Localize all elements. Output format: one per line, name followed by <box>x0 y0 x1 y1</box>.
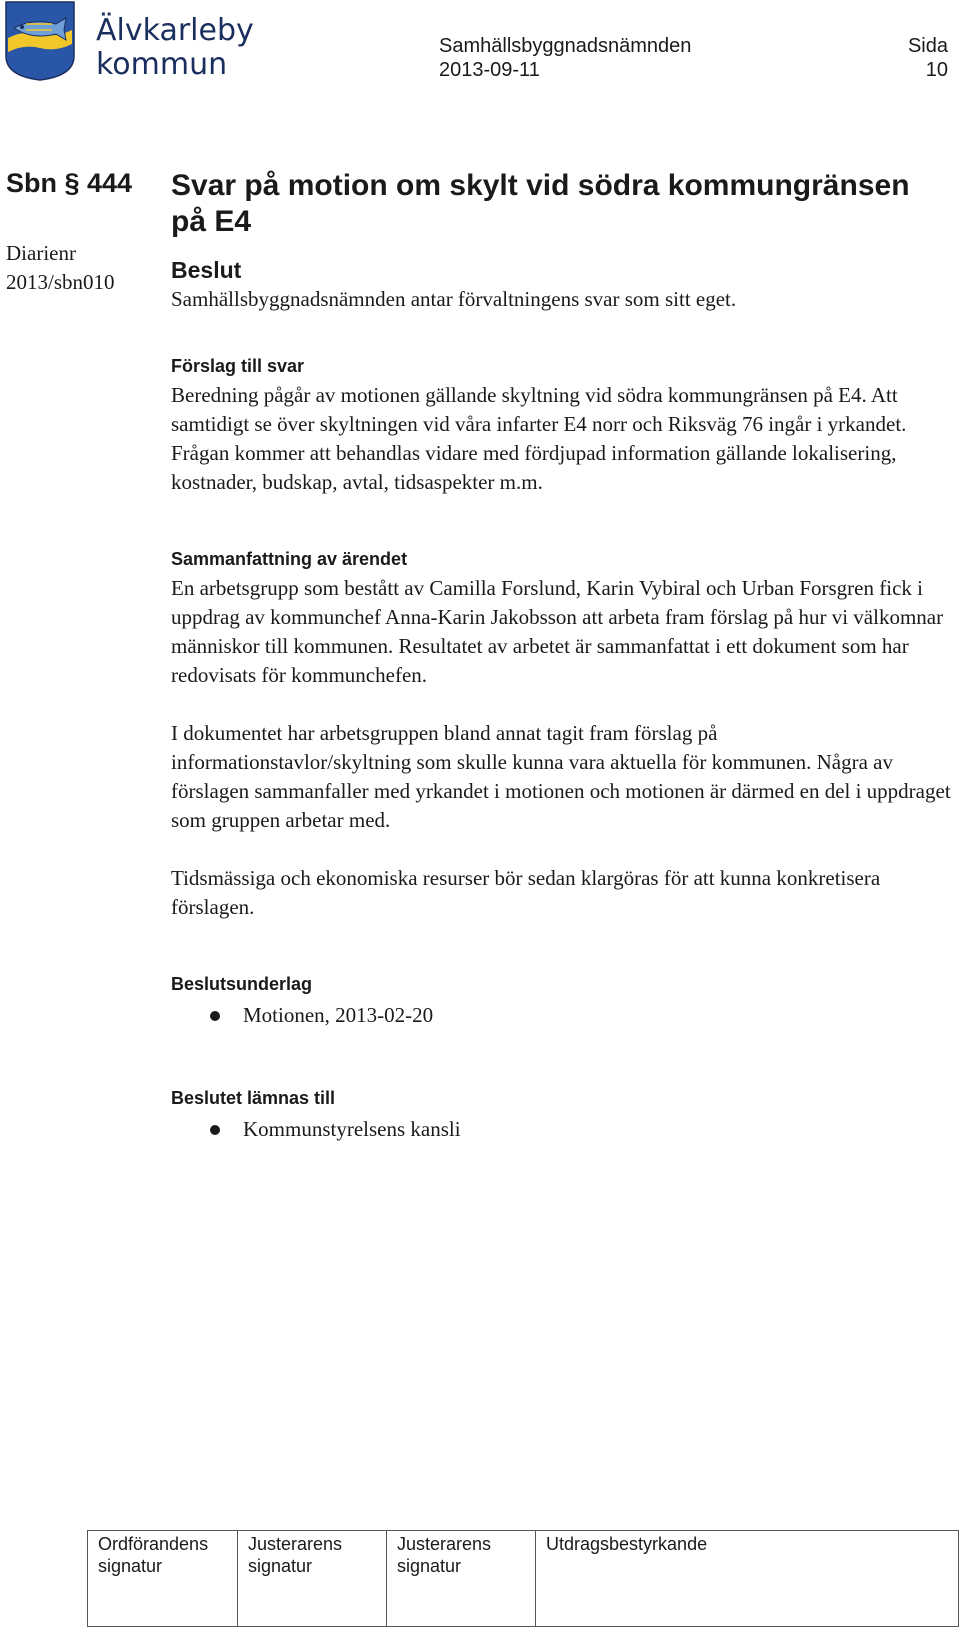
signature-label: signatur <box>98 1556 163 1576</box>
forslag-section <box>171 352 951 497</box>
beslut-text: Samhällsbyggnadsnämnden antar förvaltningens svar som sitt eget. <box>171 287 737 311</box>
beslutsunderlag-section <box>171 970 951 1030</box>
document-title: Svar på motion om skylt vid södra kommungränsen på E4 <box>171 169 910 238</box>
list-item <box>171 1001 951 1030</box>
forslag-paragraph-1: Beredning pågår av motionen gällande skyltning vid södra kommungränsen på E4. Att samtidigt se över skyltningen vid våra infarter E4 norr och Riksväg 76 ingår i yrkandet. <box>171 383 907 436</box>
coat-of-arms-icon <box>4 0 76 82</box>
lamnas-heading: Beslutet lämnas till <box>171 1088 336 1108</box>
signature-label: Justerarens <box>397 1534 492 1554</box>
sammanfattning-paragraph-2: I dokumentet har arbetsgruppen bland annat tagit fram förslag på informationstavlor/skyltning som skulle kunna vara aktuella för kommunen. Några av förslagen sammanfaller med yrkandet i motionen och motionen är därmed en del i uppdraget som gruppen arbetar med. <box>171 721 951 832</box>
sammanfattning-section <box>171 545 951 922</box>
forslag-heading: Förslag till svar <box>171 356 305 376</box>
signature-cell <box>238 1531 387 1626</box>
header-page-number: 10 <box>925 59 948 81</box>
beslut-heading: Beslut <box>171 257 242 283</box>
logo-wordmark <box>96 14 254 82</box>
signature-cell <box>536 1531 958 1626</box>
signature-label: Utdragsbestyrkande <box>546 1534 708 1554</box>
logo-line-1: Älvkarleby <box>96 13 254 48</box>
bullet-icon <box>210 1011 220 1021</box>
sammanfattning-paragraph-1: En arbetsgrupp som bestått av Camilla Forslund, Karin Vybiral och Urban Forsgren fick i uppdrag av kommunchef Anna-Karin Jakobsson att arbeta fram förslag på hur vi välkomnar människor till kommunen. Resultatet av arbetet är sammanfattat i ett dokument som har redovisats för kommunchefen. <box>171 576 944 687</box>
signature-cell <box>387 1531 536 1626</box>
municipality-logo <box>4 0 76 82</box>
forslag-paragraph-2: Frågan kommer att behandlas vidare med fördjupad information gällande lokalisering, kostnader, budskap, avtal, tidsaspekter m.m. <box>171 441 897 494</box>
diarienr-value: 2013/sbn010 <box>6 270 115 294</box>
case-number: Sbn § 444 <box>6 168 133 198</box>
diarienr-label: Diarienr <box>6 241 76 265</box>
header-department: Samhällsbyggnadsnämnden <box>439 35 692 57</box>
signature-label: Ordförandens <box>98 1534 209 1554</box>
list-item-text: Kommunstyrelsens kansli <box>243 1117 461 1141</box>
logo-line-2: kommun <box>96 47 228 82</box>
bullet-icon <box>210 1125 220 1135</box>
sammanfattning-heading: Sammanfattning av ärendet <box>171 549 408 569</box>
signature-label: signatur <box>397 1556 462 1576</box>
beslut-section <box>171 255 951 314</box>
beslutsunderlag-heading: Beslutsunderlag <box>171 974 313 994</box>
lamnas-section <box>171 1084 951 1144</box>
list-item <box>171 1115 951 1144</box>
sammanfattning-paragraph-3: Tidsmässiga och ekonomiska resurser bör sedan klargöras för att kunna konkretisera förslagen. <box>171 866 881 919</box>
signature-table <box>87 1530 959 1627</box>
signature-label: signatur <box>248 1556 313 1576</box>
header-date: 2013-09-11 <box>439 59 540 81</box>
signature-cell <box>88 1531 238 1626</box>
header-page-label: Sida <box>907 35 948 57</box>
list-item-text: Motionen, 2013-02-20 <box>243 1003 434 1027</box>
signature-label: Justerarens <box>248 1534 343 1554</box>
